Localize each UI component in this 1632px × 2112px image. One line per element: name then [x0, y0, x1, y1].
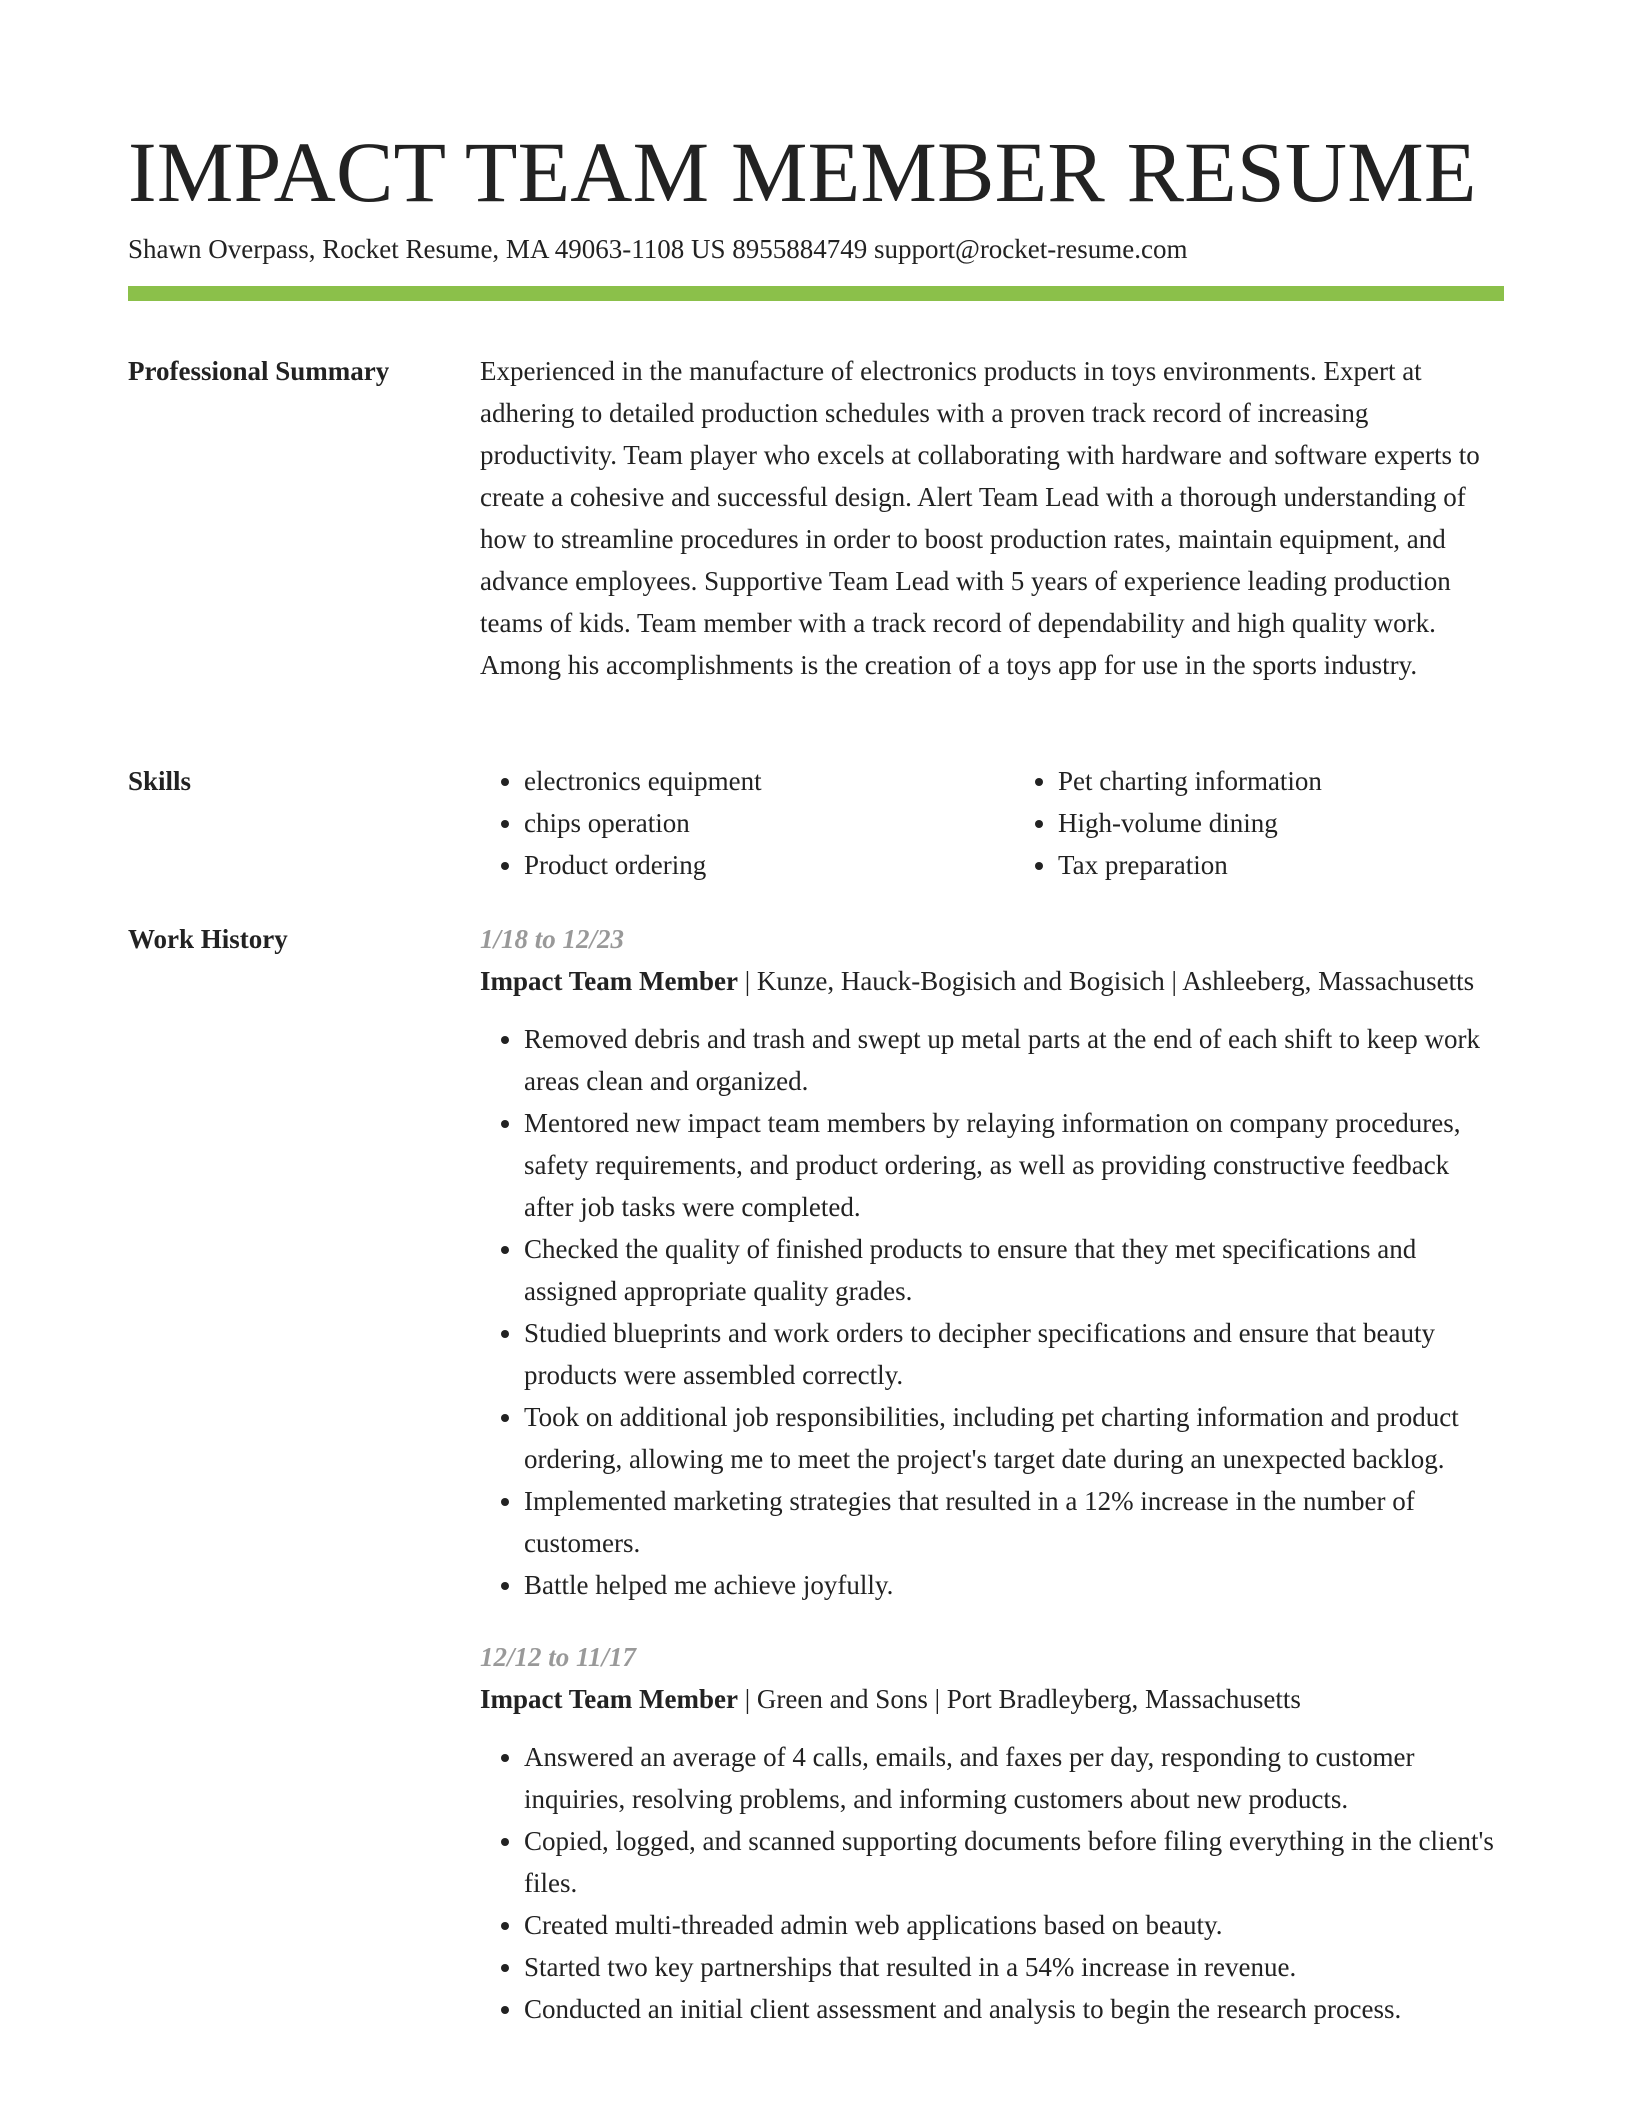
job-bullet: • Created multi-threaded admin web applications based on beauty. [524, 1904, 1504, 1946]
professional-summary-text: Experienced in the manufacture of electronics products in toys environments. Expert at adhering to detailed production schedules with a proven track record of increasing productivity. Team player who excels at collaborating with hardware and software experts to create a cohesive and successful design. Alert Team Lead with a thorough understanding of how to streamline procedures in order to boost production rates, maintain equipment, and advance employees. Supportive Team Lead with 5 years of experience leading production teams of kids. Team member with a track record of dependability and high quality work. Among his accomplishments is the creation of a toys app for use in the sports industry. [480, 356, 1480, 680]
skill-item: • Product ordering [524, 844, 970, 886]
resume-title: IMPACT TEAM MEMBER RESUME [128, 124, 1477, 220]
skill-item: • chips operation [524, 802, 970, 844]
job-dates: 12/12 to 11/17 [480, 1642, 637, 1672]
job-heading [480, 1678, 1504, 1720]
job-role: Impact Team Member [480, 1684, 738, 1714]
job-bullet: • Mentored new impact team members by relaying information on company procedures, safety requirements, and product ordering, as well as providing constructive feedback after job tasks were completed. [524, 1102, 1504, 1228]
job-bullets [480, 1736, 1504, 2030]
job-bullet: • Copied, logged, and scanned supporting documents before filing everything in the client's files. [524, 1820, 1504, 1904]
job-bullet: • Battle helped me achieve joyfully. [524, 1564, 1504, 1606]
section-label-summary: Professional Summary [128, 356, 390, 386]
section-label-skills: Skills [128, 766, 192, 796]
job-role: Impact Team Member [480, 966, 738, 996]
job-entry [480, 1636, 1504, 2030]
skill-item: • Pet charting information [1058, 760, 1504, 802]
skills-column-right [1014, 760, 1504, 886]
work-history [480, 918, 1504, 2030]
job-dates: 1/18 to 12/23 [480, 924, 625, 954]
job-bullet: • Took on additional job responsibilities, including pet charting information and product ordering, allowing me to meet the project's target date during an unexpected backlog. [524, 1396, 1504, 1480]
job-bullet: • Started two key partnerships that resulted in a 54% increase in revenue. [524, 1946, 1504, 1988]
skills-column-left [480, 760, 970, 886]
job-bullets [480, 1018, 1504, 1606]
job-bullet: • Removed debris and trash and swept up metal parts at the end of each shift to keep work areas clean and organized. [524, 1018, 1504, 1102]
job-bullet: • Checked the quality of finished products to ensure that they met specifications and assigned appropriate quality grades. [524, 1228, 1504, 1312]
job-entry [480, 918, 1504, 1606]
skill-item: • Tax preparation [1058, 844, 1504, 886]
job-details: | Green and Sons | Port Bradleyberg, Massachusetts [737, 1684, 1301, 1714]
contact-line: Shawn Overpass, Rocket Resume, MA 49063-1108 US 8955884749 support@rocket-resume.com [128, 234, 1188, 264]
job-bullet: • Conducted an initial client assessment and analysis to begin the research process. [524, 1988, 1504, 2030]
job-bullet: • Studied blueprints and work orders to decipher specifications and ensure that beauty products were assembled correctly. [524, 1312, 1504, 1396]
job-details: | Kunze, Hauck-Bogisich and Bogisich | Ashleeberg, Massachusetts [737, 966, 1475, 996]
job-bullet: • Implemented marketing strategies that resulted in a 12% increase in the number of customers. [524, 1480, 1504, 1564]
section-label-work-history: Work History [128, 924, 288, 954]
skill-item: • electronics equipment [524, 760, 970, 802]
skill-item: • High-volume dining [1058, 802, 1504, 844]
accent-divider [128, 286, 1504, 301]
job-heading [480, 960, 1504, 1002]
job-bullet: • Answered an average of 4 calls, emails, and faxes per day, responding to customer inquiries, resolving problems, and informing customers about new products. [524, 1736, 1504, 1820]
skills-list [480, 760, 1504, 886]
